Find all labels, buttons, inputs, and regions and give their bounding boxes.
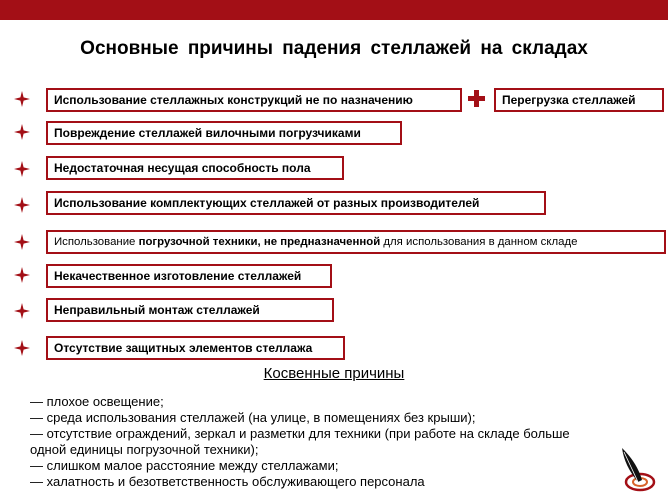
reason-text-prefix: Использование: [54, 236, 139, 248]
reason-box: Недостаточная несущая способность пола: [46, 156, 344, 180]
four-point-star-icon: [14, 303, 30, 319]
list-item: — слишком малое расстояние между стеллажами;: [30, 458, 339, 473]
reason-box: Повреждение стеллажей вилочными погрузчиками: [46, 121, 402, 145]
indirect-list: [30, 394, 620, 490]
list-item: — среда использования стеллажей (на улице, в помещениях без крыши);: [30, 410, 476, 425]
plus-cross-icon: [468, 90, 485, 107]
indirect-heading: Косвенные причины: [263, 365, 405, 382]
reason-text-bold: погрузочной техники, не предназначенной: [138, 236, 381, 248]
reason-box: Отсутствие защитных элементов стеллажа: [46, 336, 345, 360]
reason-box: Использование стеллажных конструкций не по назначению: [46, 88, 462, 112]
four-point-star-icon: [14, 124, 30, 140]
four-point-star-icon: [14, 234, 30, 250]
reason-text-suffix: для использования в данном складе: [380, 236, 578, 248]
four-point-star-icon: [14, 91, 30, 107]
list-item: одной единицы погрузочной техники);: [30, 442, 259, 457]
feather-logo-icon: [616, 446, 662, 492]
four-point-star-icon: [14, 197, 30, 213]
reason-box: Использование комплектующих стеллажей от разных производителей: [46, 191, 546, 215]
list-item: — халатность и безответственность обслуживающего персонала: [30, 474, 425, 489]
reason-box: Неправильный монтаж стеллажей: [46, 298, 334, 322]
list-item: — отсутствие ограждений, зеркал и разметки для техники (при работе на складе больше: [30, 426, 570, 441]
list-item: — плохое освещение;: [30, 394, 164, 409]
reason-box: Некачественное изготовление стеллажей: [46, 264, 332, 288]
four-point-star-icon: [14, 161, 30, 177]
top-banner: [0, 0, 668, 20]
overload-box: Перегрузка стеллажей: [494, 88, 664, 112]
reason-box: [46, 230, 666, 254]
four-point-star-icon: [14, 340, 30, 356]
four-point-star-icon: [14, 267, 30, 283]
slide-title: Основные причины падения стеллажей на складах: [80, 38, 588, 59]
